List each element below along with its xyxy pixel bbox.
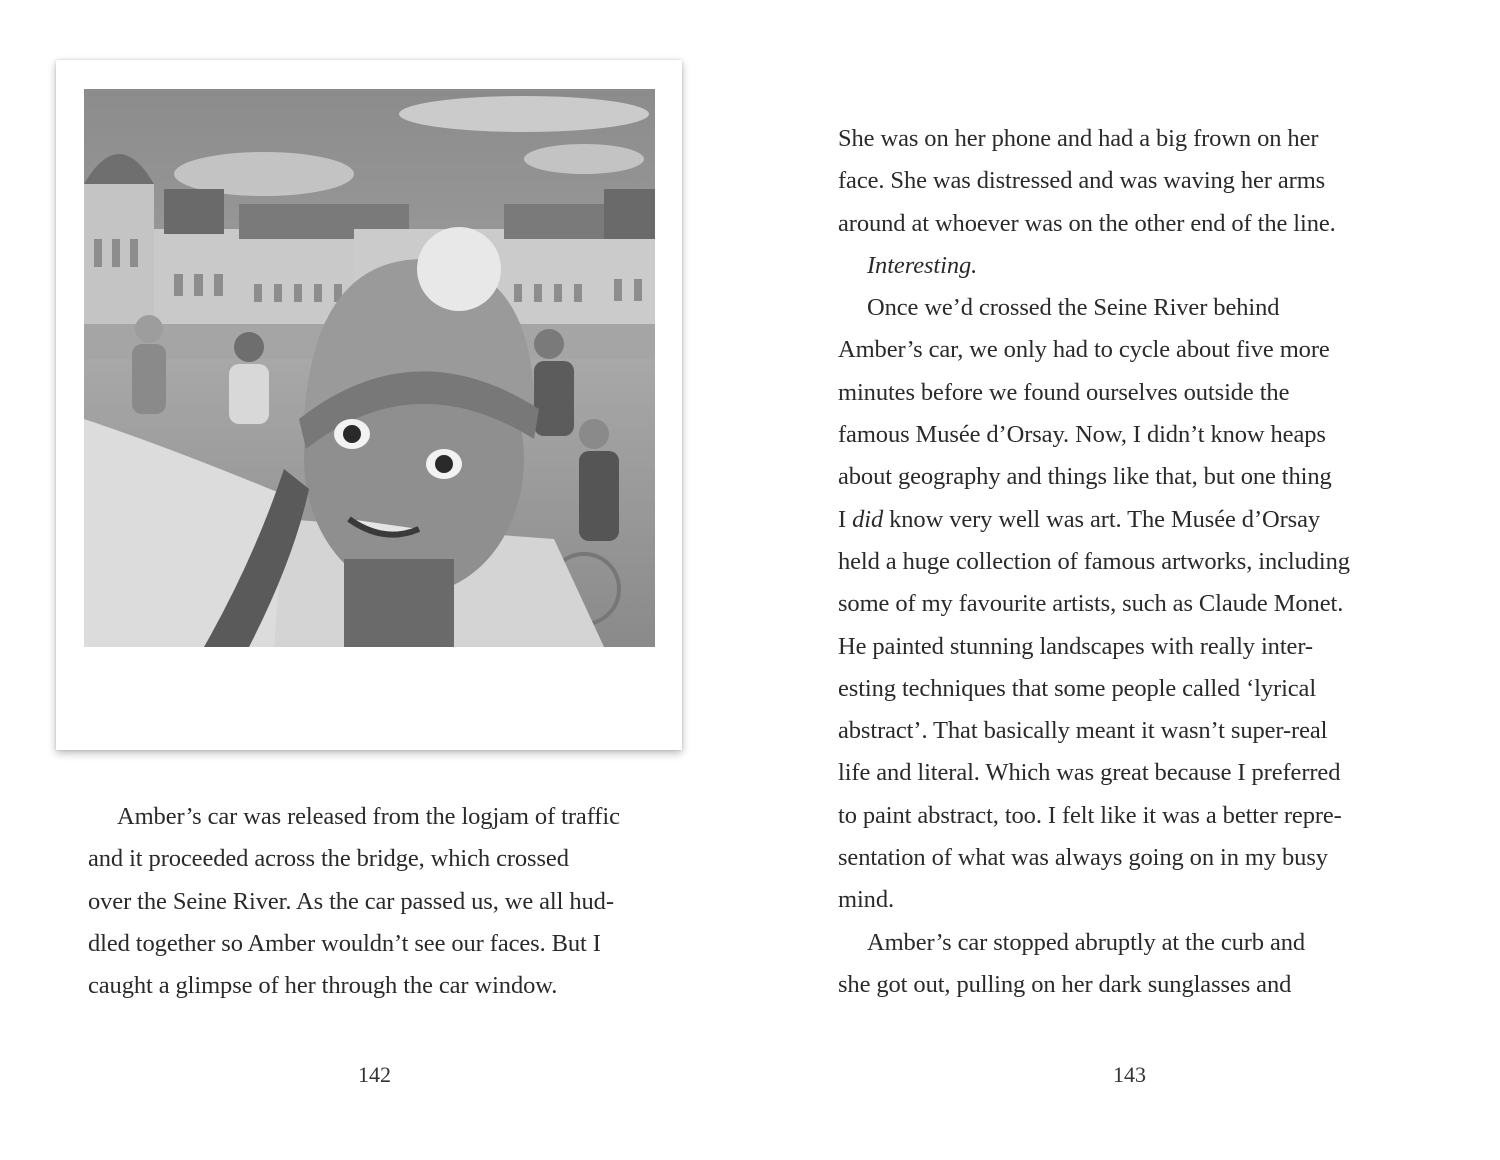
- text-line: Amber’s car, we only had to cycle about five more: [838, 336, 1330, 364]
- text-line: Once we’d crossed the Seine River behind: [867, 294, 1280, 322]
- text-line: caught a glimpse of her through the car window.: [88, 972, 558, 1000]
- text-line: around at whoever was on the other end of the line.: [838, 209, 1336, 237]
- text-line: Amber’s car stopped abruptly at the curb and: [867, 928, 1306, 956]
- text-line: mind.: [838, 886, 894, 914]
- page-number: 143: [1113, 1062, 1146, 1087]
- text-line: about geography and things like that, but one thing: [838, 463, 1332, 491]
- text-line: some of my favourite artists, such as Claude Monet.: [838, 590, 1344, 618]
- text-line: she got out, pulling on her dark sunglasses and: [838, 970, 1292, 998]
- body-text-right: [838, 118, 1418, 1006]
- text-line: He painted stunning landscapes with really inter-: [838, 632, 1313, 660]
- text-line: [838, 499, 1418, 541]
- illustration-drawing: [84, 89, 655, 647]
- text-line: minutes before we found ourselves outside the: [838, 378, 1290, 406]
- text-fragment: know very well was art. The Musée d’Orsay: [883, 505, 1321, 533]
- text-line: over the Seine River. As the car passed us, we all hud-: [88, 887, 614, 915]
- text-line: held a huge collection of famous artworks, including: [838, 547, 1350, 575]
- polaroid-frame: [56, 60, 682, 750]
- text-line: famous Musée d’Orsay. Now, I didn’t know heaps: [838, 421, 1326, 449]
- page-number: 142: [358, 1062, 391, 1087]
- italic-thought-line: Interesting.: [867, 251, 978, 279]
- text-line: dled together so Amber wouldn’t see our faces. But I: [88, 929, 601, 957]
- text-line: to paint abstract, too. I felt like it was a better repre-: [838, 801, 1342, 829]
- emphasis-text: did: [852, 505, 884, 533]
- text-line: life and literal. Which was great because I preferred: [838, 759, 1341, 787]
- body-text-left: [88, 796, 668, 1007]
- text-fragment: I: [838, 505, 853, 533]
- text-line: face. She was distressed and was waving her arms: [838, 167, 1326, 195]
- text-line: Amber’s car was released from the logjam of traffic: [117, 803, 620, 830]
- text-line: esting techniques that some people called ‘lyrical: [838, 674, 1317, 702]
- text-line: abstract’. That basically meant it wasn’t super-real: [838, 717, 1328, 745]
- illustration-image: [84, 89, 655, 647]
- text-line: She was on her phone and had a big frown on her: [838, 125, 1319, 152]
- text-line: sentation of what was always going on in my busy: [838, 844, 1328, 872]
- text-line: and it proceeded across the bridge, which crossed: [88, 845, 569, 873]
